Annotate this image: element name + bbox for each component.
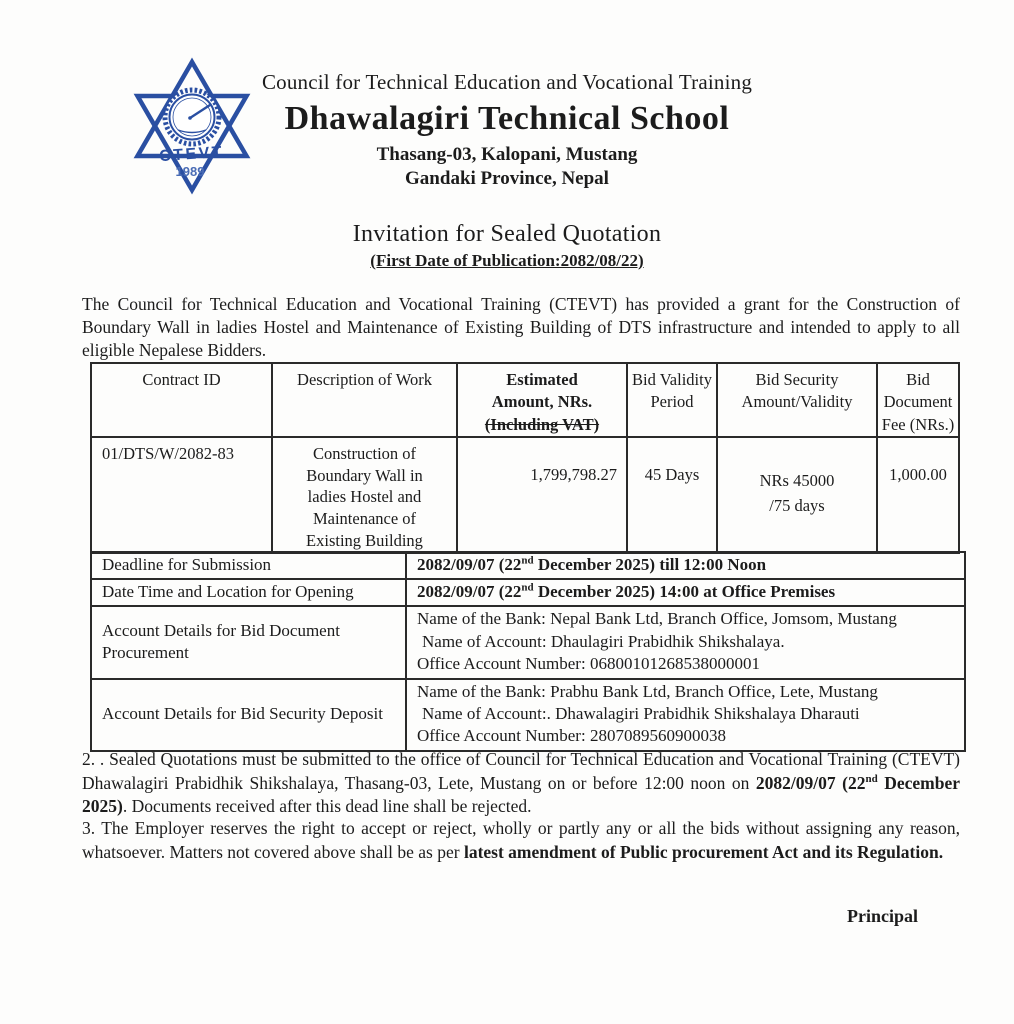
organization-name: Council for Technical Education and Vocational Training	[261, 70, 753, 94]
account-doc-name: Name of Account: Dhaulagiri Prabidhik Shikshalaya.	[422, 631, 785, 651]
schedule-table	[90, 551, 966, 752]
col-header-bid-validity: Bid Validity Period	[627, 363, 717, 437]
cell-description: Construction of Boundary Wall in ladies Hostel and Maintenance of Existing Building	[272, 437, 457, 553]
account-security-details	[406, 679, 965, 751]
contract-table-data-row	[91, 437, 959, 553]
opening-value	[406, 579, 965, 606]
opening-row	[91, 579, 965, 606]
opening-date: 2082/09/07 (22	[417, 582, 522, 602]
col-header-bid-doc-fee: Bid Document Fee (NRs.)	[877, 363, 959, 437]
deadline-date: 2082/09/07 (22	[417, 555, 522, 574]
cell-bid-security	[717, 437, 877, 553]
title-block	[0, 221, 1014, 271]
account-security-row	[91, 679, 965, 751]
deadline-label: Deadline for Submission	[91, 552, 406, 579]
note-3	[82, 817, 960, 864]
note-3-text: 3. The Employer reserves the right to accept or reject, wholly or partly any or all the bids without assigning any reason, whatsoever. Matters not covered above shall be as per	[82, 818, 960, 862]
opening-time: December 2025) 14:00 at Office Premises	[533, 582, 836, 602]
publication-date-line: (First Date of Publication:2082/08/22)	[370, 251, 644, 270]
note-2-tail: . Documents received after this dead line shall be rejected.	[122, 796, 532, 817]
bid-security-validity: /75 days	[769, 496, 825, 516]
cell-bid-validity: 45 Days	[627, 437, 717, 553]
col-header-estimated-amount	[457, 363, 627, 437]
letterhead	[0, 70, 1014, 191]
account-doc-bank: Name of the Bank: Nepal Bank Ltd, Branch Office, Jomsom, Mustang	[417, 609, 897, 629]
col-header-bid-security: Bid Security Amount/Validity	[717, 363, 877, 437]
estimated-header-line2: Amount, NRs.	[491, 392, 593, 412]
opening-label: Date Time and Location for Opening	[91, 579, 406, 606]
account-doc-row	[91, 606, 965, 678]
address-line-2: Gandaki Province, Nepal	[405, 168, 609, 190]
note-2-ordinal: nd	[865, 772, 878, 785]
note-2-deadline-rest: December 2025)	[82, 772, 960, 817]
note-2-deadline-date: 2082/09/07 (22	[755, 772, 866, 793]
account-security-bank: Name of the Bank: Prabhu Bank Ltd, Branch Office, Lete, Mustang	[417, 681, 878, 701]
opening-ordinal: nd	[521, 581, 534, 594]
account-doc-details	[406, 606, 965, 678]
account-doc-number: Office Account Number: 06800101268538000001	[417, 654, 760, 674]
address-line-1: Thasang-03, Kalopani, Mustang	[376, 144, 638, 166]
account-security-name: Name of Account:. Dhawalagiri Prabidhik Shikshalaya Dharauti	[422, 703, 860, 723]
deadline-ordinal: nd	[521, 554, 534, 567]
logo-acronym: CTEVT	[158, 143, 225, 166]
signature-principal: Principal	[847, 906, 918, 926]
contract-table	[90, 362, 960, 554]
cell-estimated-amount: 1,799,798.27	[457, 437, 627, 553]
account-security-number: Office Account Number: 2807089560900038	[417, 726, 726, 746]
cell-contract-id: 01/DTS/W/2082-83	[91, 437, 272, 553]
col-header-contract-id: Contract ID	[91, 363, 272, 437]
document-title: Invitation for Sealed Quotation	[352, 221, 662, 247]
logo-year: 1989	[175, 164, 205, 179]
deadline-value	[406, 552, 965, 579]
cell-bid-doc-fee: 1,000.00	[877, 437, 959, 553]
note-3-emphasis: latest amendment of Public procurement Act and its Regulation.	[463, 841, 944, 862]
account-security-label: Account Details for Bid Security Deposit	[91, 679, 406, 751]
note-2	[82, 748, 960, 819]
estimated-header-line3: (Including VAT)	[484, 414, 600, 434]
col-header-description: Description of Work	[272, 363, 457, 437]
deadline-row	[91, 552, 965, 579]
contract-table-header-row	[91, 363, 959, 437]
school-name: Dhawalagiri Technical School	[284, 100, 730, 137]
deadline-time: December 2025) till 12:00 Noon	[533, 555, 767, 574]
note-2-text: 2. . Sealed Quotations must be submitted to the office of Council for Technical Education and Vocational Training (CTEVT) Dhawalagiri Prabidhik Shikshalaya, Thasang-03, Lete, Mustang on or before 12:00 noon on	[82, 749, 960, 793]
account-doc-label: Account Details for Bid Document Procurement	[91, 606, 406, 678]
intro-paragraph: The Council for Technical Education and Vocational Training (CTEVT) has provided a grant for the Construction of Boundary Wall in ladies Hostel and Maintenance of Existing Building of DTS infrastructure and intended to apply to all eligible Nepalese Bidders.	[82, 294, 960, 360]
bid-security-amount: NRs 45000	[759, 470, 835, 490]
estimated-header-line1: Estimated	[506, 370, 578, 389]
